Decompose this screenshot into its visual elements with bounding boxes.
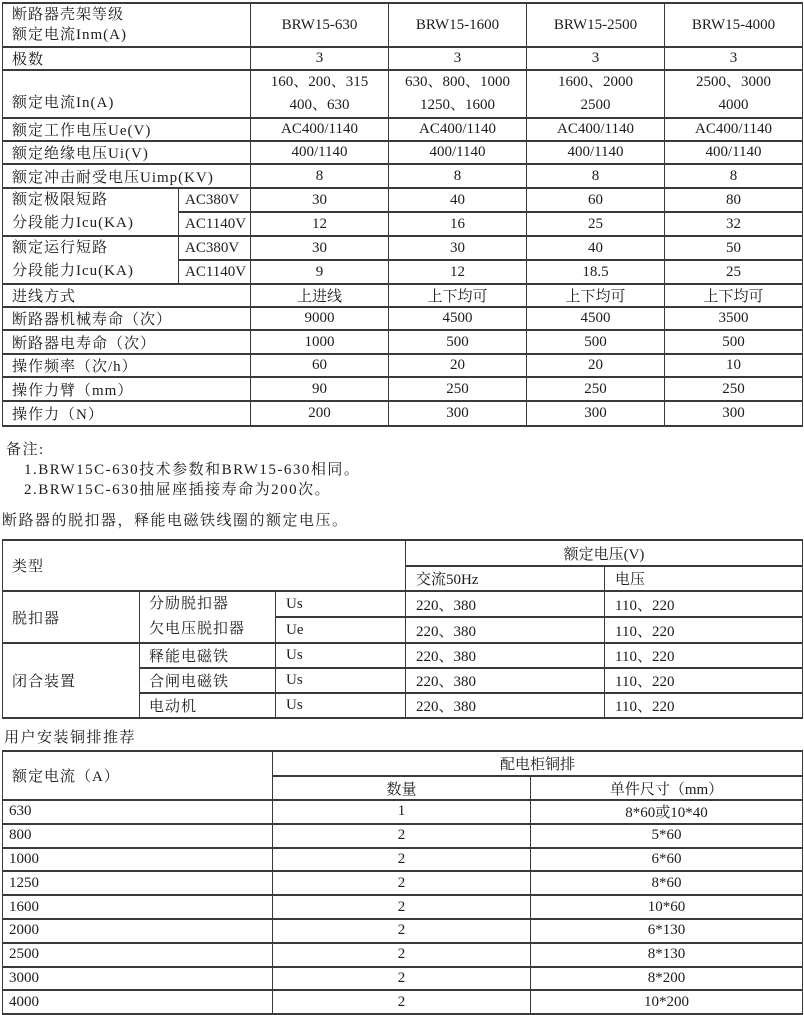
value-cell: AC400/1140 bbox=[665, 118, 803, 141]
current-header-cell: 额定电流（A） bbox=[3, 751, 273, 800]
value-cell: 25 bbox=[665, 260, 803, 284]
value-cell: 500 bbox=[665, 330, 803, 354]
value-cell: 3 bbox=[389, 47, 527, 70]
size-cell: 5*60 bbox=[531, 824, 803, 848]
row-label: 进线方式 bbox=[3, 284, 251, 307]
frame-rating-header-cell bbox=[3, 3, 251, 47]
value-cell: AC400/1140 bbox=[251, 118, 389, 141]
table-row bbox=[3, 47, 803, 70]
value-cell: 16 bbox=[389, 212, 527, 236]
size-cell: 8*60 bbox=[531, 871, 803, 895]
value-cell bbox=[665, 70, 803, 118]
size-cell: 10*60 bbox=[531, 895, 803, 919]
value-line: 630、800、1000 bbox=[404, 74, 510, 90]
value-cell: 3 bbox=[665, 47, 803, 70]
value-cell: 10 bbox=[665, 354, 803, 377]
size-cell: 6*130 bbox=[531, 919, 803, 943]
row-label bbox=[3, 188, 179, 236]
condition-label: AC380V bbox=[179, 236, 251, 260]
value-cell: 60 bbox=[527, 188, 665, 212]
size-cell: 8*130 bbox=[531, 943, 803, 967]
table-row bbox=[3, 540, 803, 566]
model-header-cell: BRW15-2500 bbox=[527, 3, 665, 47]
notes-block bbox=[6, 440, 804, 500]
value-line: 1600、2000 bbox=[557, 74, 633, 90]
group-label: 脱扣器 bbox=[3, 591, 140, 643]
table-row bbox=[3, 307, 803, 330]
table-row bbox=[3, 377, 803, 401]
value-cell: 220、380 bbox=[406, 591, 605, 617]
current-cell: 4000 bbox=[3, 990, 273, 1014]
value-cell: 90 bbox=[251, 377, 389, 401]
table-row bbox=[3, 800, 803, 824]
value-cell: 9000 bbox=[251, 307, 389, 330]
group-label: 闭合装置 bbox=[3, 643, 140, 718]
value-cell: 250 bbox=[665, 377, 803, 401]
table-row bbox=[3, 824, 803, 848]
value-cell: 20 bbox=[527, 354, 665, 377]
row-label bbox=[3, 236, 179, 284]
frame-rating-label-line2: 额定电流Inm(A) bbox=[12, 27, 127, 43]
value-cell: 30 bbox=[389, 236, 527, 260]
table-row bbox=[3, 70, 803, 118]
row-label: 极数 bbox=[3, 47, 251, 70]
value-cell: 110、220 bbox=[605, 668, 803, 693]
row-label: 操作频率（次/h） bbox=[3, 354, 251, 377]
device-label-line1: 分励脱扣器 bbox=[149, 596, 230, 612]
value-cell: 250 bbox=[389, 377, 527, 401]
table-row bbox=[3, 284, 803, 307]
breaker-spec-table bbox=[2, 2, 803, 427]
qty-cell: 2 bbox=[273, 967, 531, 991]
current-cell: 630 bbox=[3, 800, 273, 824]
value-cell: 上下均可 bbox=[389, 284, 527, 307]
table-row bbox=[3, 967, 803, 991]
table-row bbox=[3, 848, 803, 872]
value-cell bbox=[389, 70, 527, 118]
table-row bbox=[3, 919, 803, 943]
value-line: 2500 bbox=[580, 97, 611, 113]
cabinet-header-cell: 配电柜铜排 bbox=[273, 751, 803, 776]
value-cell: 250 bbox=[527, 377, 665, 401]
row-label: 额定电流In(A) bbox=[3, 70, 251, 118]
qty-cell: 2 bbox=[273, 943, 531, 967]
value-cell: 12 bbox=[251, 212, 389, 236]
current-cell: 1600 bbox=[3, 895, 273, 919]
device-label: 释能电磁铁 bbox=[140, 643, 276, 668]
table-row bbox=[3, 895, 803, 919]
table-row bbox=[3, 188, 803, 212]
table-row bbox=[3, 871, 803, 895]
value-cell: 300 bbox=[527, 401, 665, 426]
value-cell: 上下均可 bbox=[527, 284, 665, 307]
device-label: 电动机 bbox=[140, 693, 276, 718]
frame-rating-label-line1: 断路器壳架等级 bbox=[12, 7, 125, 23]
value-cell: AC400/1140 bbox=[527, 118, 665, 141]
value-cell: 8 bbox=[389, 164, 527, 188]
value-cell: 3 bbox=[527, 47, 665, 70]
row-label: 操作力臂（mm） bbox=[3, 377, 251, 401]
table-row bbox=[3, 164, 803, 188]
value-cell: 20 bbox=[389, 354, 527, 377]
value-line: 400、630 bbox=[289, 97, 350, 113]
value-line: 160、200、315 bbox=[270, 74, 369, 90]
value-line: 2500、3000 bbox=[695, 74, 771, 90]
value-cell: 4500 bbox=[389, 307, 527, 330]
value-cell: 300 bbox=[665, 401, 803, 426]
qty-header-cell: 数量 bbox=[273, 776, 531, 800]
row-label: 操作力（N） bbox=[3, 401, 251, 426]
value-cell bbox=[527, 70, 665, 118]
value-cell: 32 bbox=[665, 212, 803, 236]
row-label: 额定工作电压Ue(V) bbox=[3, 118, 251, 141]
current-cell: 2000 bbox=[3, 919, 273, 943]
value-cell: 110、220 bbox=[605, 591, 803, 617]
note-item: 2.BRW15C-630抽屉座插接寿命为200次。 bbox=[24, 482, 332, 498]
condition-label: AC380V bbox=[179, 188, 251, 212]
table-row bbox=[3, 643, 803, 668]
rated-voltage-header-cell: 额定电压(V) bbox=[406, 540, 803, 566]
value-cell: 上进线 bbox=[251, 284, 389, 307]
value-cell: 30 bbox=[251, 236, 389, 260]
value-cell: 220、380 bbox=[406, 643, 605, 668]
value-cell: 40 bbox=[389, 188, 527, 212]
value-cell: 110、220 bbox=[605, 617, 803, 643]
value-cell: 1000 bbox=[251, 330, 389, 354]
notes-title: 备注: bbox=[6, 442, 45, 458]
value-cell: 400/1140 bbox=[251, 141, 389, 164]
qty-cell: 2 bbox=[273, 919, 531, 943]
value-cell: 18.5 bbox=[527, 260, 665, 284]
value-cell: 220、380 bbox=[406, 668, 605, 693]
table-row bbox=[3, 330, 803, 354]
model-header-cell: BRW15-630 bbox=[251, 3, 389, 47]
value-cell: 25 bbox=[527, 212, 665, 236]
value-cell: 12 bbox=[389, 260, 527, 284]
table-row bbox=[3, 354, 803, 377]
value-cell: 8 bbox=[665, 164, 803, 188]
qty-cell: 2 bbox=[273, 871, 531, 895]
device-label-line2: 欠电压脱扣器 bbox=[149, 621, 246, 637]
qty-cell: 2 bbox=[273, 824, 531, 848]
value-cell: 3 bbox=[251, 47, 389, 70]
symbol-cell: Ue bbox=[276, 617, 406, 643]
note-item: 1.BRW15C-630技术参数和BRW15-630相同。 bbox=[24, 462, 361, 478]
condition-label: AC1140V bbox=[179, 260, 251, 284]
table-row bbox=[3, 3, 803, 47]
value-cell: 8 bbox=[527, 164, 665, 188]
type-header-cell: 类型 bbox=[3, 540, 406, 591]
table-row bbox=[3, 591, 803, 617]
value-cell: 40 bbox=[527, 236, 665, 260]
value-cell: 400/1140 bbox=[527, 141, 665, 164]
value-cell: 8 bbox=[251, 164, 389, 188]
voltage-header-cell: 电压 bbox=[605, 566, 803, 591]
table-row bbox=[3, 236, 803, 260]
value-cell: 220、380 bbox=[406, 617, 605, 643]
value-cell: 4500 bbox=[527, 307, 665, 330]
row-label-line1: 额定运行短路 bbox=[12, 240, 109, 256]
current-cell: 800 bbox=[3, 824, 273, 848]
release-intro-text: 断路器的脱扣器，释能电磁铁线圈的额定电压。 bbox=[2, 513, 349, 529]
table-row bbox=[3, 751, 803, 776]
size-header-cell: 单件尺寸（mm） bbox=[531, 776, 803, 800]
size-cell: 10*200 bbox=[531, 990, 803, 1014]
qty-cell: 2 bbox=[273, 848, 531, 872]
table-row bbox=[3, 401, 803, 426]
value-cell: 60 bbox=[251, 354, 389, 377]
value-cell: 80 bbox=[665, 188, 803, 212]
symbol-cell: Us bbox=[276, 668, 406, 693]
value-cell: 3500 bbox=[665, 307, 803, 330]
release-voltage-table bbox=[2, 539, 803, 719]
model-header-cell: BRW15-4000 bbox=[665, 3, 803, 47]
row-label: 断路器机械寿命（次） bbox=[3, 307, 251, 330]
symbol-cell: Us bbox=[276, 591, 406, 617]
value-line: 4000 bbox=[718, 97, 749, 113]
row-label-line2: 分段能力Icu(KA) bbox=[12, 215, 134, 231]
current-cell: 2500 bbox=[3, 943, 273, 967]
busbar-section-title: 用户安装铜排推荐 bbox=[4, 730, 137, 746]
row-label: 额定绝缘电压Ui(V) bbox=[3, 141, 251, 164]
model-header-cell: BRW15-1600 bbox=[389, 3, 527, 47]
busbar-table bbox=[2, 750, 803, 1015]
table-row bbox=[3, 943, 803, 967]
size-cell: 8*200 bbox=[531, 967, 803, 991]
qty-cell: 1 bbox=[273, 800, 531, 824]
qty-cell: 2 bbox=[273, 990, 531, 1014]
value-cell: 400/1140 bbox=[389, 141, 527, 164]
size-cell: 8*60或10*40 bbox=[531, 800, 803, 824]
device-label bbox=[140, 591, 276, 643]
row-label-line2: 分段能力Icu(KA) bbox=[12, 263, 134, 279]
current-cell: 1250 bbox=[3, 871, 273, 895]
size-cell: 6*60 bbox=[531, 848, 803, 872]
current-cell: 1000 bbox=[3, 848, 273, 872]
value-cell: 200 bbox=[251, 401, 389, 426]
symbol-cell: Us bbox=[276, 643, 406, 668]
value-cell: 上下均可 bbox=[665, 284, 803, 307]
device-label: 合闸电磁铁 bbox=[140, 668, 276, 693]
row-label: 额定冲击耐受电压Uimp(KV) bbox=[3, 164, 251, 188]
symbol-cell: Us bbox=[276, 693, 406, 718]
value-cell: 110、220 bbox=[605, 643, 803, 668]
value-line: 1250、1600 bbox=[419, 97, 495, 113]
value-cell: 500 bbox=[389, 330, 527, 354]
value-cell: 30 bbox=[251, 188, 389, 212]
row-label: 断路器电寿命（次） bbox=[3, 330, 251, 354]
condition-label: AC1140V bbox=[179, 212, 251, 236]
value-cell: 9 bbox=[251, 260, 389, 284]
value-cell: 300 bbox=[389, 401, 527, 426]
table-row bbox=[3, 118, 803, 141]
table-row bbox=[3, 990, 803, 1014]
value-cell bbox=[251, 70, 389, 118]
ac-header-cell: 交流50Hz bbox=[406, 566, 605, 591]
qty-cell: 2 bbox=[273, 895, 531, 919]
row-label-line1: 额定极限短路 bbox=[12, 192, 109, 208]
value-cell: 400/1140 bbox=[665, 141, 803, 164]
current-cell: 3000 bbox=[3, 967, 273, 991]
table-row bbox=[3, 141, 803, 164]
value-cell: 500 bbox=[527, 330, 665, 354]
value-cell: 50 bbox=[665, 236, 803, 260]
value-cell: AC400/1140 bbox=[389, 118, 527, 141]
value-cell: 110、220 bbox=[605, 693, 803, 718]
value-cell: 220、380 bbox=[406, 693, 605, 718]
